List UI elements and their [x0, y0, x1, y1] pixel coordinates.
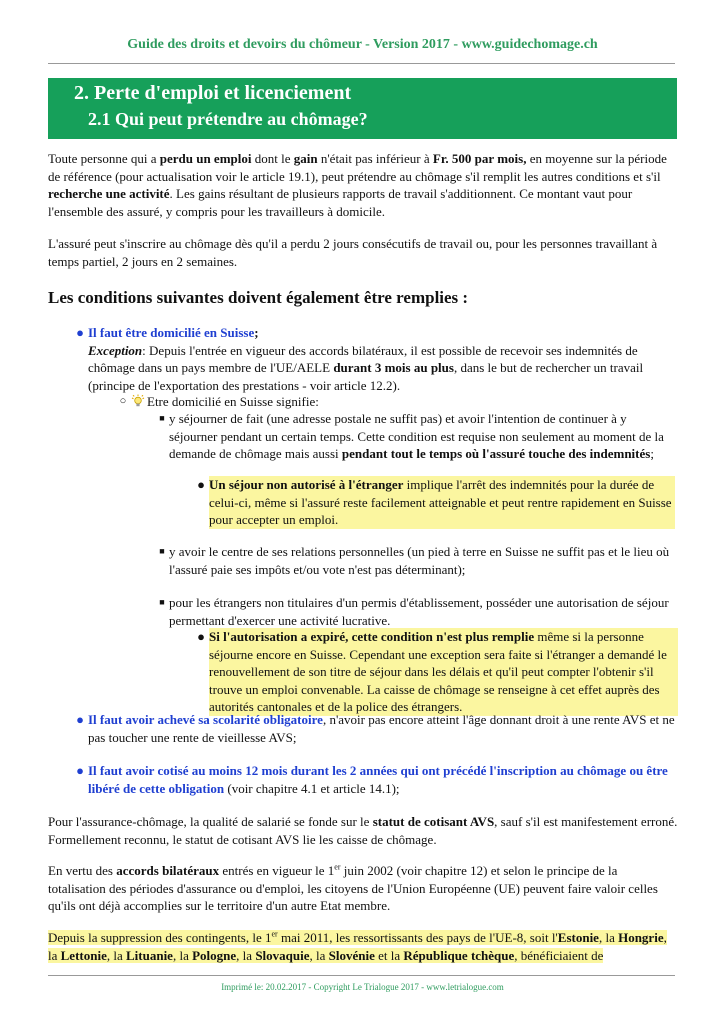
domicile-item-permit: pour les étrangers non titulaires d'un permis d'établissement, posséder une autorisation de séjour permettant d'exercer une activité lucrative.: [169, 595, 669, 628]
bullet-circle: ○: [119, 395, 127, 407]
condition-schooling: Il faut avoir achevé sa scolarité obligatoire, n'avoir pas encore atteint l'âge donnant droit à une rente AVS et ne pas toucher une rente de vieillesse AVS;: [88, 712, 675, 745]
domicile-definition: Etre domicilié en Suisse signifie:: [131, 393, 671, 411]
bilateral-agreements-paragraph: En vertu des accords bilatéraux entrés en vigueur le 1er juin 2002 (voir chapitre 12) et selon le principe de la totalisation des périodes d'assurance ou d'emploi, les citoyens de l'Union Européenne (UE) peuvent faire valoir celles qu'ils ont déjà accomplies sur le territoire d'un autre Etat membre.: [48, 862, 658, 914]
running-header: Guide des droits et devoirs du chômeur - Version 2017 - www.guidechomage.ch: [127, 37, 598, 52]
avs-status-paragraph: Pour l'assurance-chômage, la qualité de salarié se fonde sur le statut de cotisant AVS, sauf s'il est manifestement erroné. Formellement reconnu, le statut de cotisant AVS lie les caisse de chômage.: [48, 814, 678, 847]
contingents-paragraph: Depuis la suppression des contingents, le 1er mai 2011, les ressortissants des pays de l'UE-8, soit l'Estonie, la Hongrie, la Lettonie, la Lituanie, la Pologne, la Slovaquie, la Slovénie et la République tchèque, bénéficiaient de: [48, 929, 667, 963]
registration-paragraph: L'assuré peut s'inscrire au chômage dès qu'il a perdu 2 jours consécutifs de travail ou, pour les personnes travaillant à temps partiel, 2 jours en 2 semaines.: [48, 236, 658, 269]
bullet-disc: ●: [197, 629, 205, 644]
bullet-disc: ●: [76, 712, 84, 727]
note-permit-expired: Si l'autorisation a expiré, cette condition n'est plus remplie même si la personne séjourne encore en Suisse. Cependant une exception sera faite si l'étranger a demandé le renouvellement de son titre de séjour dans les délais et qu'il peut compter l'obtenir s'il trouve un emploi convenable. La caisse de chômage se renseigne à cet effet auprès des autorités cantonales et de la police des étrangers.: [209, 628, 678, 716]
page-footer: Imprimé le: 20.02.2017 - Copyright Le Trialogue 2017 - www.letrialogue.com: [221, 982, 504, 992]
chapter-banner: [48, 78, 677, 139]
condition-domicile: Il faut être domicilié en Suisse; Exception: Depuis l'entrée en vigueur des accords bilatéraux, il est possible de recevoir ses indemnités de chômage dans un pays membre de l'UE/AELE durant 3 mois au plus, dans le but de rechercher un travail (principe de l'exportation des prestations - voir article 12.2).: [88, 325, 644, 393]
domicile-item-residence: y séjourner de fait (une adresse postale ne suffit pas) et avoir l'intention de continuer à y séjourner pendant un certain temps. Cette condition est requise non seulement au moment de la demande de chômage mais aussi pendant tout le temps où l'assuré touche des indemnités;: [169, 411, 664, 462]
footer-divider: [48, 975, 675, 976]
bullet-disc: ●: [197, 477, 205, 492]
bullet-disc: ●: [76, 763, 84, 778]
bullet-square: ■: [159, 597, 165, 607]
bullet-square: ■: [159, 546, 165, 556]
lightbulb-icon: [131, 394, 145, 408]
domicile-item-relations: y avoir le centre de ses relations personnelles (un pied à terre en Suisse ne suffit pas et le lieu où l'assuré paie ses impôts et/ou vote n'est pas déterminant);: [169, 544, 670, 577]
condition-contributions: Il faut avoir cotisé au moins 12 mois durant les 2 années qui ont précédé l'inscription au chômage ou être libéré de cette obligation (voir chapitre 4.1 et article 14.1);: [88, 763, 668, 796]
bullet-square: ■: [159, 413, 165, 423]
section-title: 2.1 Qui peut prétendre au chômage?: [88, 109, 368, 129]
chapter-title: 2. Perte d'emploi et licenciement: [74, 82, 352, 104]
note-unauthorized-stay: Un séjour non autorisé à l'étranger implique l'arrêt des indemnités pour la durée de celui-ci, même si l'assuré reste facilement atteignable et peut rentre rapidement en Suisse pour accepter un emploi.: [209, 476, 675, 529]
conditions-heading: Les conditions suivantes doivent également être remplies :: [48, 288, 469, 307]
bullet-disc: ●: [76, 325, 84, 340]
intro-paragraph: Toute personne qui a perdu un emploi dont le gain n'était pas inférieur à Fr. 500 par mois, en moyenne sur la période de référence (pour actualisation voir le article 19.1), peut prétendre au chômage s'il remplit les autres conditions et s'il recherche une activité. Les gains résultant de plusieurs rapports de travail s'additionnent. Ce montant vaut pour l'ensemble des assuré, y compris pour les travailleurs à domicile.: [48, 151, 667, 219]
header-divider: [48, 63, 675, 64]
